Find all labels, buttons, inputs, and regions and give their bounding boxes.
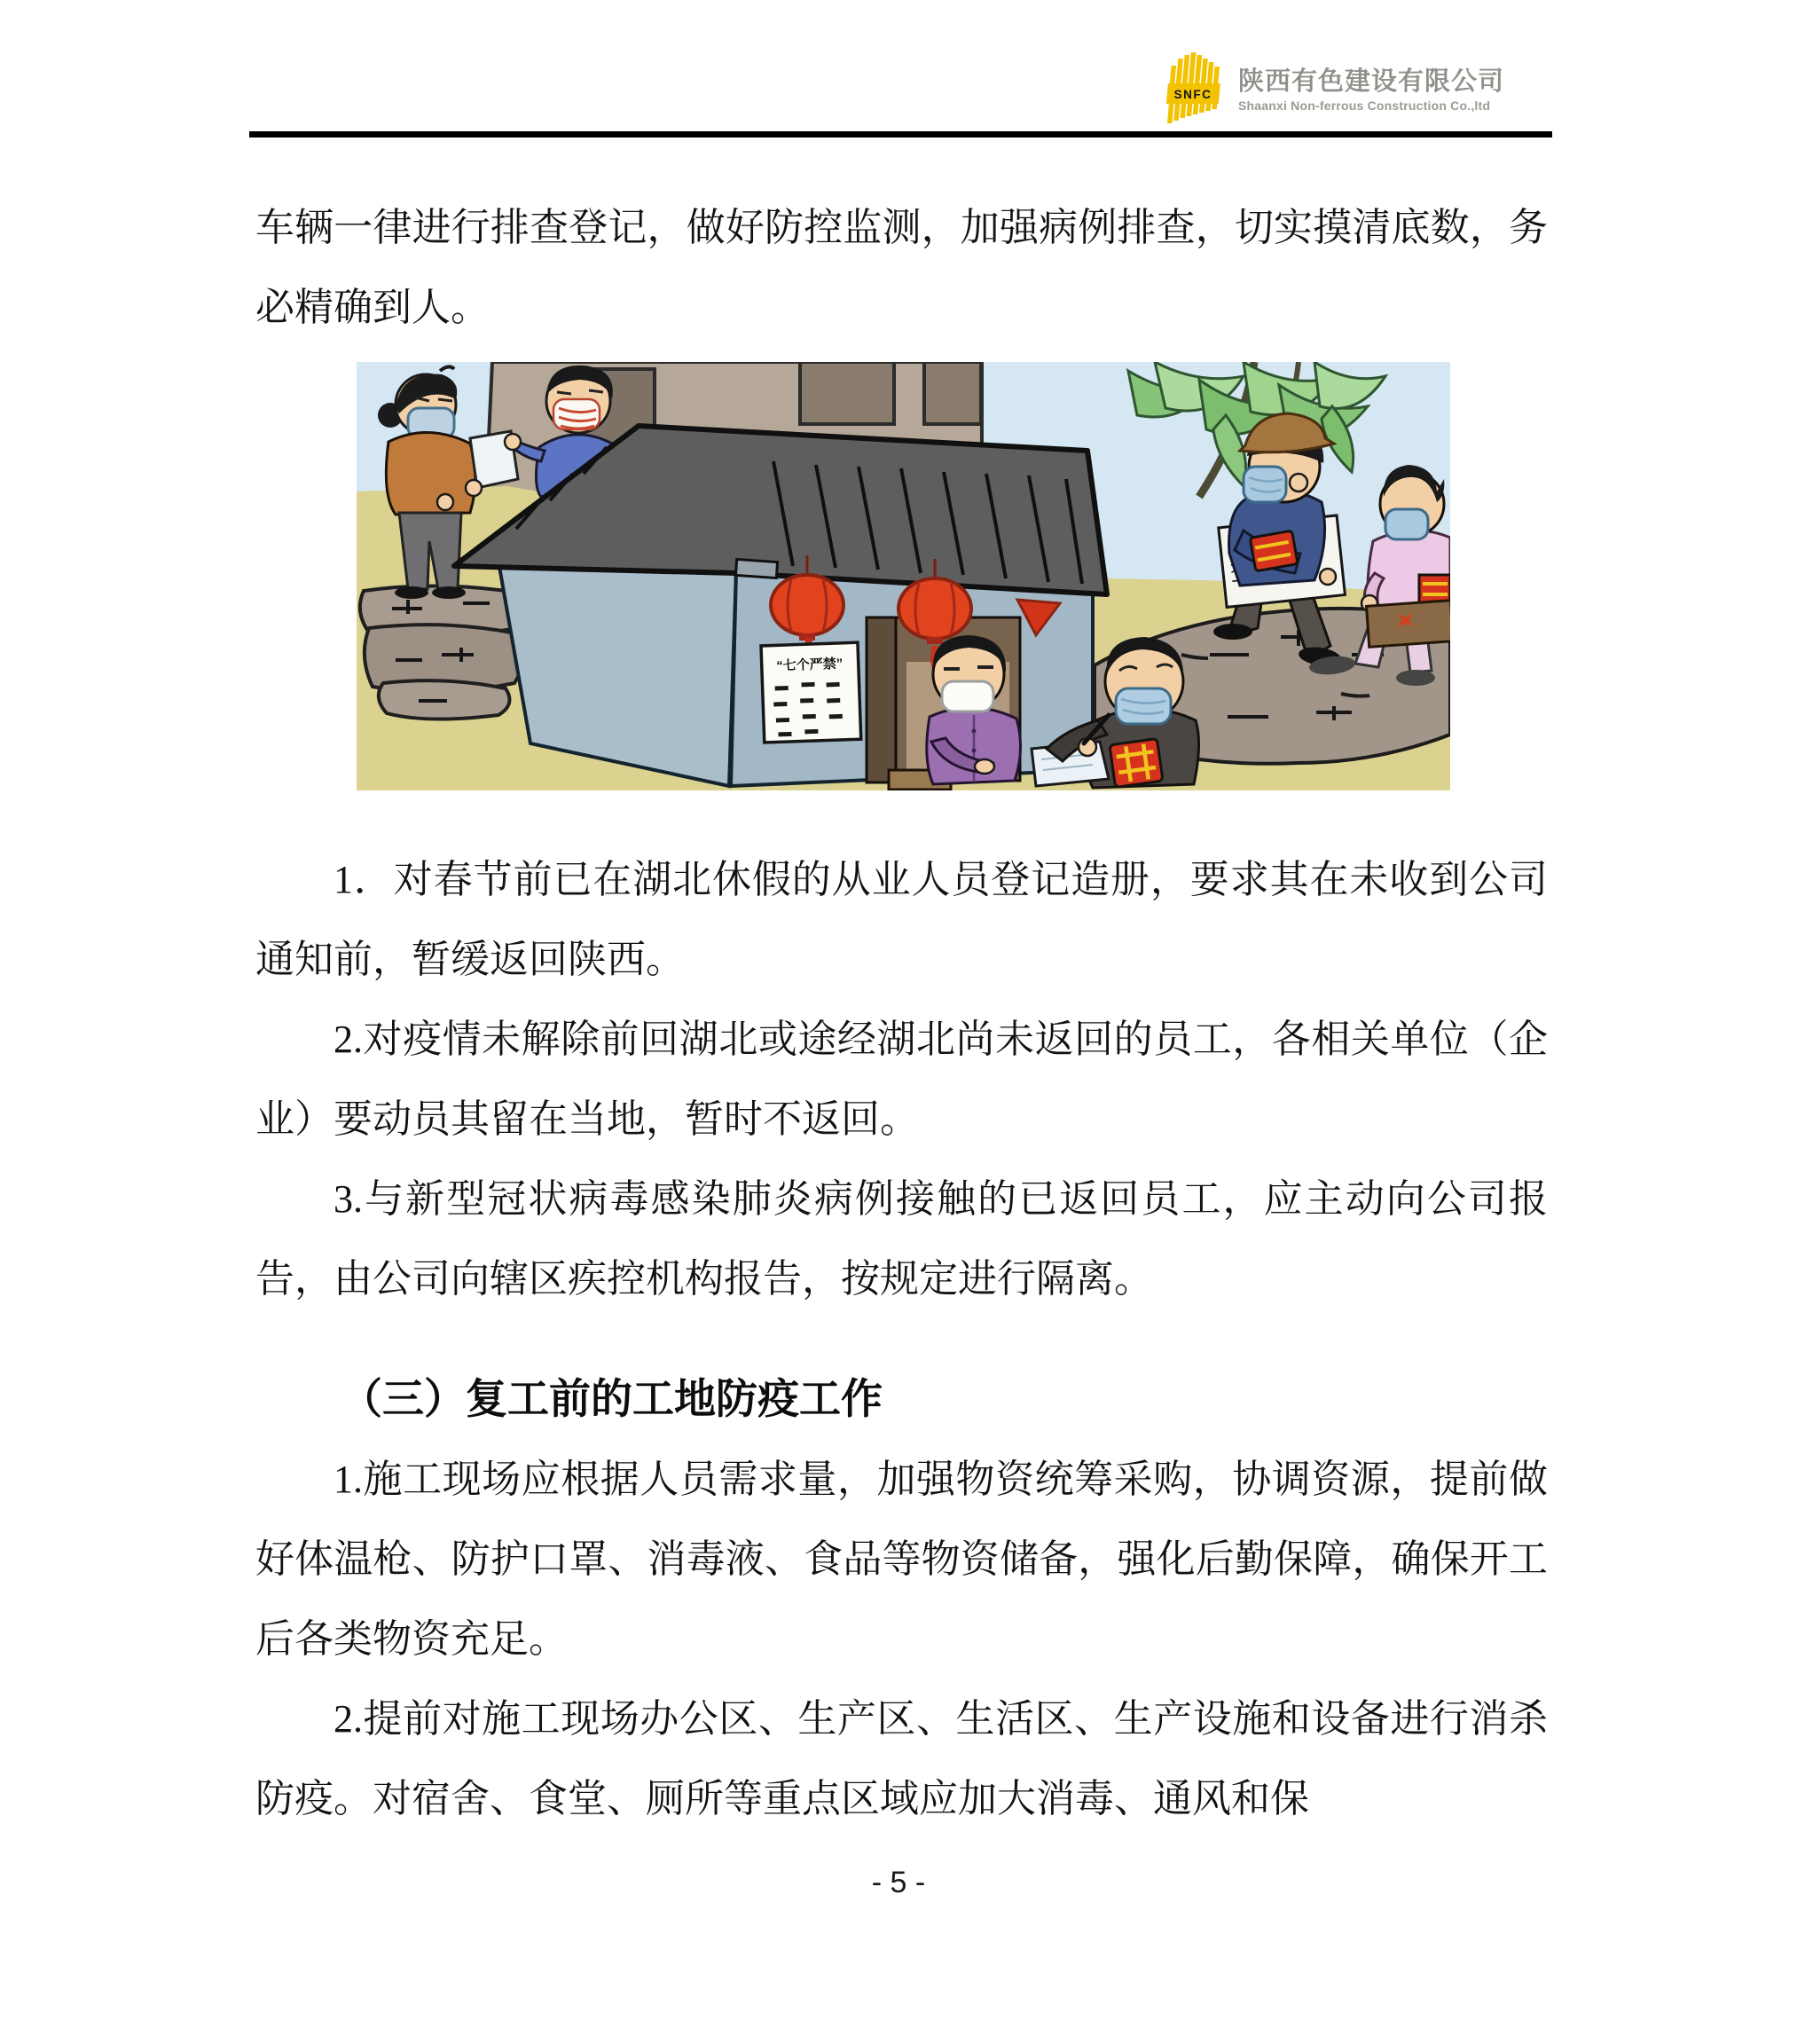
document-body (255, 188, 1548, 1839)
header-rule (249, 131, 1552, 138)
poster-text: “七个严禁” (776, 656, 844, 674)
paragraph-continuation: 车辆一律进行排查登记，做好防控监测，加强病例排查，切实摸清底数，务必精确到人。 (255, 206, 1548, 329)
page-number: - 5 - (871, 1866, 926, 1899)
logo-text: SNFC (1173, 88, 1212, 101)
door-frame (867, 617, 896, 782)
eave-bracket (735, 559, 777, 578)
poster (761, 635, 861, 743)
company-names (1238, 66, 1504, 114)
illustration-figure (357, 362, 1450, 790)
red-armband (1110, 738, 1163, 787)
epidemic-check-cartoon (357, 362, 1450, 790)
company-name-en: Shaanxi Non-ferrous Construction Co.,ltd (1238, 98, 1491, 113)
list-item: 3.与新型冠状病毒感染肺炎病例接触的已返回员工，应主动向公司报告，由公司向辖区疾控机构报告，按规定进行隔离。 (255, 1177, 1548, 1301)
red-armband (1250, 531, 1298, 571)
section-heading: （三）复工前的工地防疫工作 (341, 1377, 883, 1423)
section-list-item: 2.提前对施工现场办公区、生产区、生活区、生产设施和设备进行消杀防疫。对宿舍、食堂、厕所等重点区域应加大消毒、通风和保 (255, 1697, 1548, 1820)
company-logo-icon (1165, 51, 1226, 128)
list-item: 1．对春节前已在湖北休假的从业人员登记造册，要求其在未收到公司通知前，暂缓返回陕西。 (255, 858, 1548, 981)
list-item: 2.对疫情未解除前回湖北或途经湖北尚未返回的员工，各相关单位（企业）要动员其留在当地，暂时不返回。 (255, 1018, 1548, 1141)
section-list-item: 1.施工现场应根据人员需求量，加强物资统筹采购，协调资源，提前做好体温枪、防护口罩、消毒液、食品等物资储备，强化后勤保障，确保开工后各类物资充足。 (255, 1458, 1548, 1661)
rock-path-left (360, 586, 524, 719)
company-header (1165, 51, 1504, 128)
company-name-zh: 陕西有色建设有限公司 (1238, 67, 1505, 96)
